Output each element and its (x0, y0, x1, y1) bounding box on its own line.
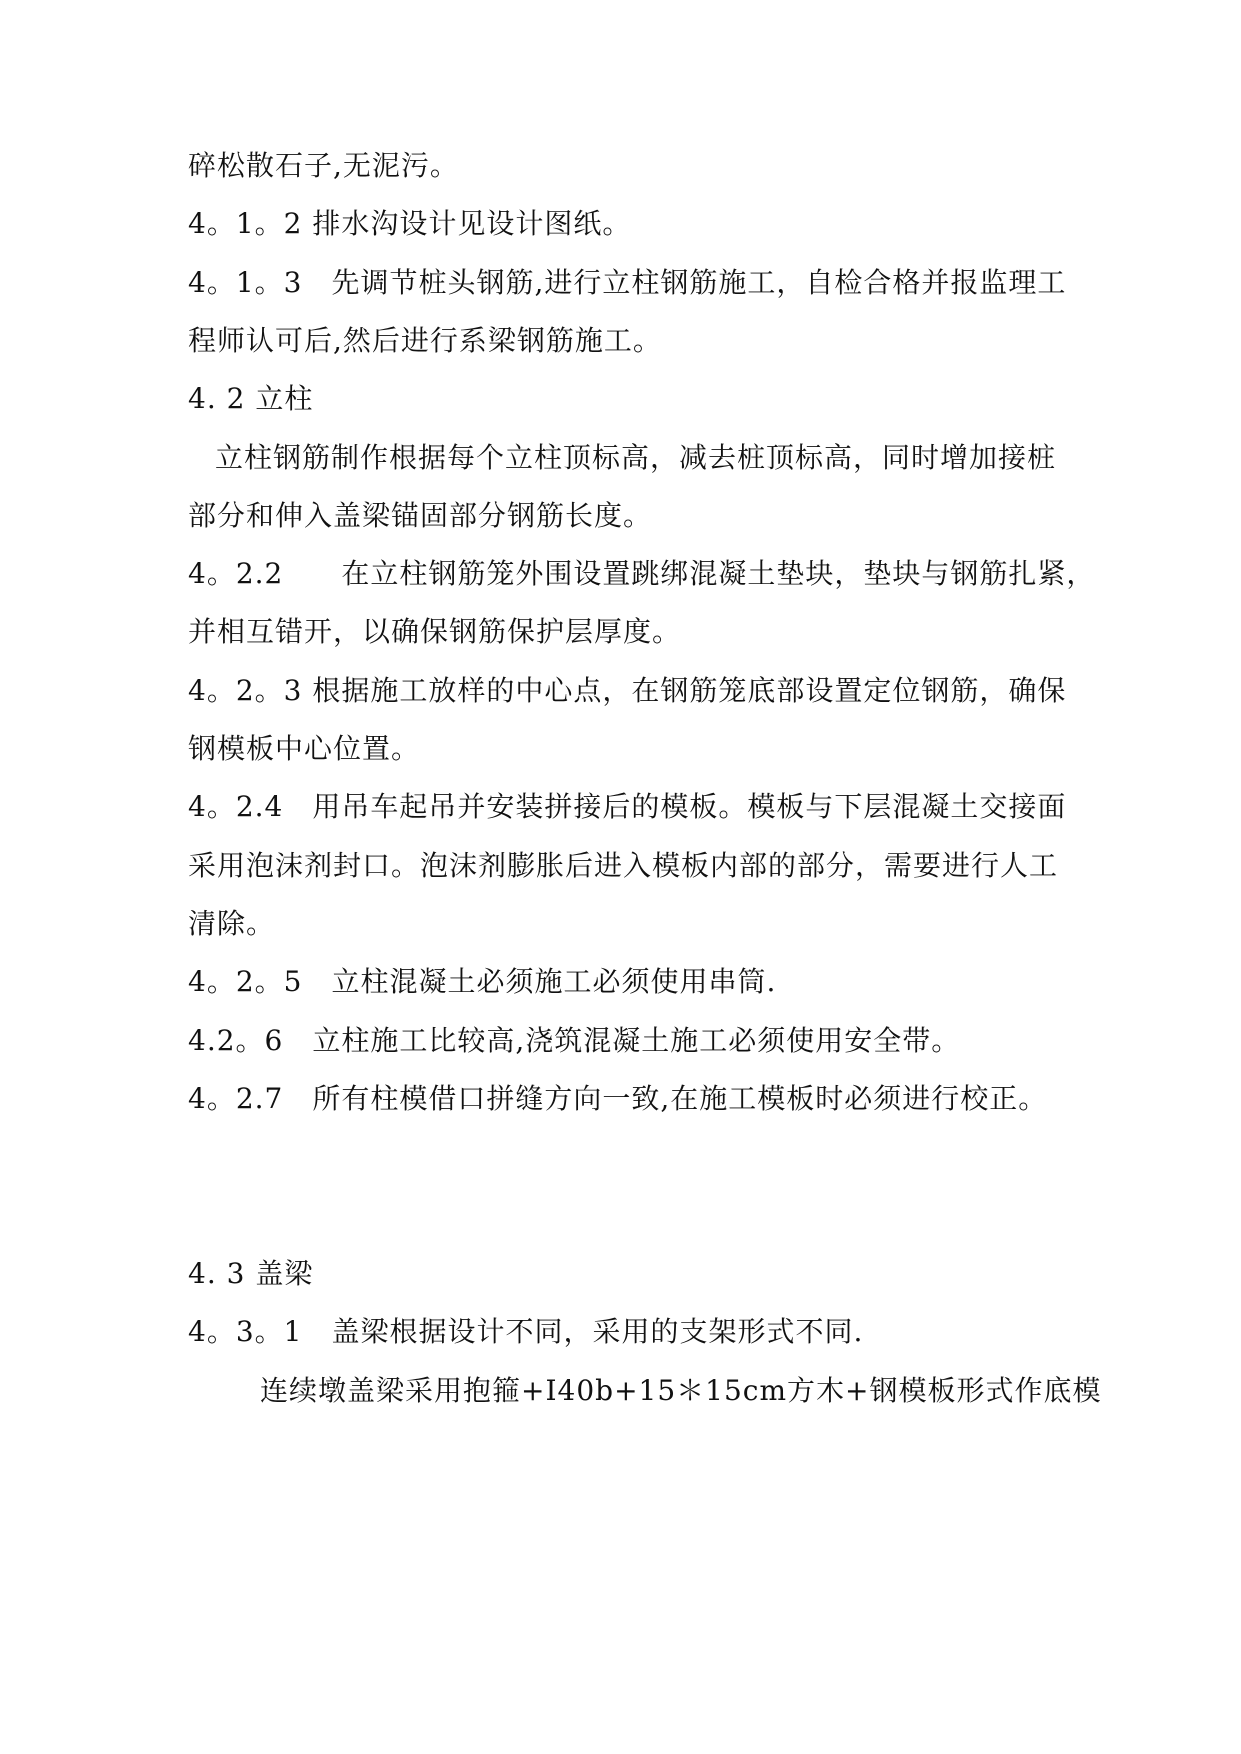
text-line-1: 碎松散石子,无泥污。 (188, 149, 459, 182)
text-line-15: 4。2。5 立柱混凝土必须施工必须使用串筒. (188, 965, 777, 998)
text-line-20: 连续墩盖梁采用抱箍+I40b+15＊15cm方木+钢模板形式作底模 (260, 1374, 1102, 1407)
text-line-7: 部分和伸入盖梁锚固部分钢筋长度。 (188, 499, 653, 532)
text-line-3: 4。1。3 先调节桩头钢筋,进行立柱钢筋施工，自检合格并报监理工 (188, 266, 1067, 299)
text-line-2: 4。1。2 排水沟设计见设计图纸。 (188, 207, 632, 240)
text-line-8: 4。2.2 在立柱钢筋笼外围设置跳绑混凝土垫块，垫块与钢筋扎紧， (188, 557, 1096, 590)
text-line-11: 钢模板中心位置。 (188, 732, 421, 765)
text-line-14: 清除。 (188, 907, 276, 940)
text-line-17: 4。2.7 所有柱模借口拼缝方向一致,在施工模板时必须进行校正。 (188, 1082, 1048, 1115)
text-line-6: 立柱钢筋制作根据每个立柱顶标高，减去桩顶标高，同时增加接桩 (215, 441, 1057, 474)
text-line-19: 4。3。1 盖梁根据设计不同，采用的支架形式不同. (188, 1315, 864, 1348)
text-line-16: 4.2。6 立柱施工比较高,浇筑混凝土施工必须使用安全带。 (188, 1024, 961, 1057)
text-line-4: 程师认可后,然后进行系梁钢筋施工。 (188, 324, 662, 357)
text-line-13: 采用泡沫剂封口。泡沫剂膨胀后进入模板内部的部分，需要进行人工 (188, 849, 1059, 882)
text-line-10: 4。2。3 根据施工放样的中心点，在钢筋笼底部设置定位钢筋，确保 (188, 674, 1067, 707)
section-heading-4-2: 4. 2 立柱 (188, 382, 314, 415)
text-line-12: 4。2.4 用吊车起吊并安装拼接后的模板。模板与下层混凝土交接面 (188, 790, 1067, 823)
text-line-9: 并相互错开，以确保钢筋保护层厚度。 (188, 615, 682, 648)
section-heading-4-3: 4. 3 盖梁 (188, 1257, 314, 1290)
